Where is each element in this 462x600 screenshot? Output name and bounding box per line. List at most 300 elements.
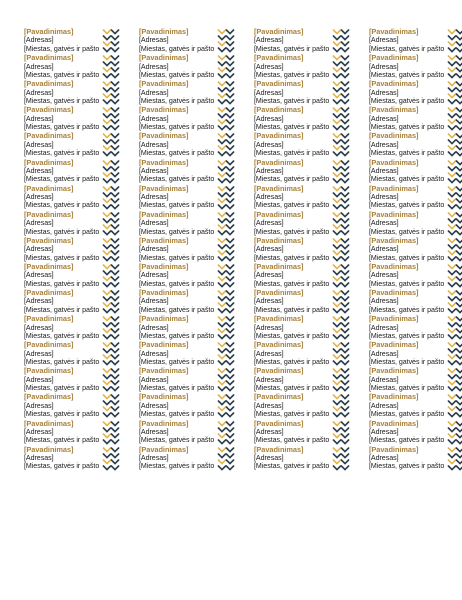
label-address[interactable]: [Adresas] (24, 245, 54, 254)
label-name[interactable]: [Pavadinimas] (24, 445, 74, 454)
ornament-leaf-right (230, 375, 234, 379)
label-name[interactable]: [Pavadinimas] (24, 184, 74, 193)
ornament-leaf-right (452, 56, 456, 60)
label-city[interactable]: [Miestas, gatvės ir pašto (369, 149, 445, 158)
chevron-leaf-ornament-icon (447, 106, 462, 132)
label-address[interactable]: [Adresas] (139, 88, 169, 97)
label-name[interactable]: [Pavadinimas] (139, 262, 189, 271)
label-address[interactable]: [Adresas] (24, 323, 54, 332)
label-name[interactable]: [Pavadinimas] (24, 419, 74, 428)
label-city[interactable]: [Miestas, gatvės ir pašto (369, 462, 445, 471)
ornament-leaf-right (230, 56, 234, 60)
ornament-leaf-right (345, 361, 349, 365)
ornament-leaf-right (345, 30, 349, 34)
label-city[interactable]: [Miestas, gatvės ir pašto (139, 70, 215, 79)
label-address[interactable]: [Adresas] (139, 349, 169, 358)
label-city[interactable]: [Miestas, gatvės ir pašto (24, 384, 100, 393)
label-name[interactable]: [Pavadinimas] (24, 236, 74, 245)
label-address[interactable]: [Adresas] (139, 193, 169, 201)
label-city[interactable]: [Miestas, gatvės ir pašto (254, 149, 330, 158)
label-address[interactable]: [Adresas] (139, 62, 169, 71)
label-name[interactable]: [Pavadinimas] (139, 315, 189, 324)
ornament-leaf-right (230, 422, 234, 426)
label-address[interactable]: [Adresas] (369, 349, 399, 358)
label-address[interactable]: [Adresas] (369, 245, 399, 254)
chevron-leaf-ornament-icon (102, 211, 120, 237)
label-name[interactable]: [Pavadinimas] (139, 54, 189, 63)
label-city[interactable]: [Miestas, gatvės ir pašto (369, 305, 445, 314)
label-city[interactable]: [Miestas, gatvės ir pašto (254, 462, 330, 471)
label-city[interactable]: [Miestas, gatvės ir pašto (254, 44, 330, 53)
label-address[interactable]: [Adresas] (24, 454, 54, 462)
label-city[interactable]: [Miestas, gatvės ir pašto (24, 97, 100, 105)
label-name[interactable]: [Pavadinimas] (254, 80, 304, 89)
label-address[interactable]: [Adresas] (139, 114, 169, 123)
label-name[interactable]: [Pavadinimas] (139, 289, 189, 297)
label-city[interactable]: [Miestas, gatvės ir pašto (24, 462, 100, 471)
label-address[interactable]: [Adresas] (254, 166, 284, 175)
chevron-leaf-ornament-icon (217, 263, 235, 289)
ornament-leaf-right (337, 303, 341, 307)
label-city[interactable]: [Miestas, gatvės ir pašto (24, 358, 100, 366)
label-name[interactable]: [Pavadinimas] (369, 184, 419, 193)
ornament-leaf-right (107, 94, 111, 98)
label-city[interactable]: [Miestas, gatvės ir pašto (24, 305, 100, 314)
label-address[interactable]: [Adresas] (254, 114, 284, 123)
ornament-leaf-right (222, 265, 226, 269)
ornament-leaf-right (345, 146, 349, 150)
label-name[interactable]: [Pavadinimas] (254, 341, 304, 350)
label-name[interactable]: [Pavadinimas] (254, 262, 304, 271)
chevron-leaf-ornament-icon (447, 132, 462, 158)
label-city[interactable]: [Miestas, gatvės ir pašto (24, 175, 100, 184)
label-text-block (369, 289, 447, 314)
address-label (357, 237, 462, 263)
ornament-leaf-right (230, 303, 234, 307)
label-address[interactable]: [Adresas] (24, 375, 54, 384)
ornament-leaf-right (452, 152, 456, 156)
label-city[interactable]: [Miestas, gatvės ir pašto (139, 253, 215, 262)
label-city[interactable]: [Miestas, gatvės ir pašto (254, 305, 330, 314)
ornament-leaf-right (222, 193, 226, 197)
label-city[interactable]: [Miestas, gatvės ir pašto (254, 358, 330, 366)
label-address[interactable]: [Adresas] (139, 140, 169, 149)
label-address[interactable]: [Adresas] (254, 219, 284, 228)
label-text-block (24, 289, 102, 314)
label-name[interactable]: [Pavadinimas] (139, 236, 189, 245)
label-name[interactable]: [Pavadinimas] (254, 289, 304, 297)
label-name[interactable]: [Pavadinimas] (254, 54, 304, 63)
label-address[interactable]: [Adresas] (369, 166, 399, 175)
label-name[interactable]: [Pavadinimas] (369, 132, 419, 141)
label-name[interactable]: [Pavadinimas] (369, 419, 419, 428)
label-city[interactable]: [Miestas, gatvės ir pašto (254, 70, 330, 79)
label-text-block (369, 341, 447, 366)
label-address[interactable]: [Adresas] (139, 323, 169, 332)
label-address[interactable]: [Adresas] (254, 454, 284, 462)
ornament-leaf-right (345, 277, 349, 281)
label-address[interactable]: [Adresas] (369, 401, 399, 410)
label-address[interactable]: [Adresas] (254, 36, 284, 45)
label-city[interactable]: [Miestas, gatvės ir pašto (254, 201, 330, 210)
chevron-leaf-ornament-icon (217, 237, 235, 263)
label-city[interactable]: [Miestas, gatvės ir pašto (369, 253, 445, 262)
label-name[interactable]: [Pavadinimas] (139, 341, 189, 350)
ornament-leaf-right (230, 161, 234, 165)
ornament-leaf-right (115, 48, 119, 52)
label-city[interactable]: [Miestas, gatvės ir pašto (369, 123, 445, 132)
label-city[interactable]: [Miestas, gatvės ir pašto (254, 436, 330, 445)
label-address[interactable]: [Adresas] (24, 271, 54, 280)
label-name[interactable]: [Pavadinimas] (369, 445, 419, 454)
label-text-block (254, 237, 332, 262)
label-address[interactable]: [Adresas] (369, 271, 399, 280)
label-text-block (24, 132, 102, 157)
label-name[interactable]: [Pavadinimas] (139, 132, 189, 141)
label-address[interactable]: [Adresas] (254, 427, 284, 436)
label-address[interactable]: [Adresas] (24, 36, 54, 45)
label-address[interactable]: [Adresas] (254, 349, 284, 358)
chevron-leaf-ornament-icon (217, 106, 235, 132)
label-name[interactable]: [Pavadinimas] (369, 236, 419, 245)
label-name[interactable]: [Pavadinimas] (254, 419, 304, 428)
label-city[interactable]: [Miestas, gatvės ir pašto (369, 279, 445, 288)
ornament-leaf-right (230, 317, 234, 321)
label-name[interactable]: [Pavadinimas] (254, 367, 304, 376)
label-address[interactable]: [Adresas] (369, 323, 399, 332)
label-name[interactable]: [Pavadinimas] (139, 393, 189, 402)
chevron-leaf-ornament-icon (332, 185, 350, 211)
ornament-leaf-right (230, 108, 234, 112)
ornament-leaf-right (452, 114, 456, 118)
label-name[interactable]: [Pavadinimas] (369, 393, 419, 402)
ornament-leaf-right (222, 42, 226, 46)
label-address[interactable]: [Adresas] (24, 219, 54, 228)
ornament-leaf-right (107, 257, 111, 261)
address-label (12, 446, 126, 472)
ornament-leaf-right (107, 152, 111, 156)
label-city[interactable]: [Miestas, gatvės ir pašto (24, 227, 100, 236)
label-city[interactable]: [Miestas, gatvės ir pašto (369, 227, 445, 236)
label-city[interactable]: [Miestas, gatvės ir pašto (139, 462, 215, 471)
label-name[interactable]: [Pavadinimas] (139, 210, 189, 219)
label-name[interactable]: [Pavadinimas] (139, 80, 189, 89)
label-name[interactable]: [Pavadinimas] (24, 289, 74, 297)
label-address[interactable]: [Adresas] (139, 245, 169, 254)
label-city[interactable]: [Miestas, gatvės ir pašto (24, 44, 100, 53)
label-city[interactable]: [Miestas, gatvės ir pašto (369, 175, 445, 184)
label-city[interactable]: [Miestas, gatvės ir pašto (139, 410, 215, 419)
label-address[interactable]: [Adresas] (24, 427, 54, 436)
label-address[interactable]: [Adresas] (254, 375, 284, 384)
ornament-leaf-right (452, 213, 456, 217)
label-city[interactable]: [Miestas, gatvės ir pašto (139, 149, 215, 158)
label-address[interactable]: [Adresas] (369, 140, 399, 149)
label-name[interactable]: [Pavadinimas] (24, 158, 74, 167)
label-name[interactable]: [Pavadinimas] (139, 28, 189, 36)
label-address[interactable]: [Adresas] (369, 62, 399, 71)
label-address[interactable]: [Adresas] (24, 166, 54, 175)
label-address[interactable]: [Adresas] (254, 88, 284, 97)
label-text-block (139, 54, 217, 79)
label-name[interactable]: [Pavadinimas] (24, 28, 74, 36)
ornament-leaf-right (345, 167, 349, 171)
label-name[interactable]: [Pavadinimas] (24, 262, 74, 271)
label-city[interactable]: [Miestas, gatvės ir pašto (24, 410, 100, 419)
label-text-block (139, 211, 217, 236)
label-address[interactable]: [Adresas] (139, 297, 169, 306)
ornament-leaf-right (337, 42, 341, 46)
address-label (127, 393, 241, 419)
ornament-leaf-right (115, 329, 119, 333)
label-name[interactable]: [Pavadinimas] (139, 158, 189, 167)
label-city[interactable]: [Miestas, gatvės ir pašto (24, 70, 100, 79)
label-name[interactable]: [Pavadinimas] (254, 210, 304, 219)
label-city[interactable]: [Miestas, gatvės ir pašto (369, 201, 445, 210)
ornament-leaf-right (337, 440, 341, 444)
ornament-leaf-right (230, 309, 234, 313)
label-city[interactable]: [Miestas, gatvės ir pašto (24, 436, 100, 445)
label-name[interactable]: [Pavadinimas] (369, 28, 419, 36)
label-city[interactable]: [Miestas, gatvės ir pašto (139, 44, 215, 53)
label-name[interactable]: [Pavadinimas] (139, 445, 189, 454)
ornament-leaf-right (452, 413, 456, 417)
ornament-leaf-right (107, 187, 111, 191)
label-city[interactable]: [Miestas, gatvės ir pašto (254, 279, 330, 288)
ornament-leaf-right (115, 68, 119, 72)
ornament-leaf-right (345, 335, 349, 339)
ornament-leaf-right (452, 187, 456, 191)
label-name[interactable]: [Pavadinimas] (24, 341, 74, 350)
label-city[interactable]: [Miestas, gatvės ir pašto (24, 149, 100, 158)
ornament-leaf-right (107, 329, 111, 333)
label-address[interactable]: [Adresas] (139, 219, 169, 228)
label-name[interactable]: [Pavadinimas] (24, 106, 74, 115)
ornament-leaf-right (115, 88, 119, 92)
label-name[interactable]: [Pavadinimas] (254, 445, 304, 454)
label-city[interactable]: [Miestas, gatvės ir pašto (139, 123, 215, 132)
label-address[interactable]: [Adresas] (369, 219, 399, 228)
label-city[interactable]: [Miestas, gatvės ir pašto (369, 436, 445, 445)
label-city[interactable]: [Miestas, gatvės ir pašto (369, 97, 445, 105)
label-name[interactable]: [Pavadinimas] (24, 80, 74, 89)
address-label (127, 28, 241, 54)
chevron-leaf-ornament-icon (332, 341, 350, 367)
label-name[interactable]: [Pavadinimas] (369, 210, 419, 219)
label-city[interactable]: [Miestas, gatvės ir pašto (369, 70, 445, 79)
ornament-leaf-right (452, 369, 456, 373)
label-name[interactable]: [Pavadinimas] (24, 393, 74, 402)
label-city[interactable]: [Miestas, gatvės ir pašto (254, 123, 330, 132)
label-city[interactable]: [Miestas, gatvės ir pašto (139, 358, 215, 366)
label-address[interactable]: [Adresas] (24, 62, 54, 71)
label-name[interactable]: [Pavadinimas] (369, 54, 419, 63)
chevron-leaf-ornament-icon (447, 393, 462, 419)
label-name[interactable]: [Pavadinimas] (254, 315, 304, 324)
label-name[interactable]: [Pavadinimas] (24, 54, 74, 63)
ornament-leaf-right (337, 36, 341, 40)
label-address[interactable]: [Adresas] (369, 427, 399, 436)
label-address[interactable]: [Adresas] (369, 454, 399, 462)
label-address[interactable]: [Adresas] (254, 271, 284, 280)
label-address[interactable]: [Adresas] (369, 297, 399, 306)
label-name[interactable]: [Pavadinimas] (139, 184, 189, 193)
ornament-leaf-right (107, 126, 111, 130)
label-name[interactable]: [Pavadinimas] (254, 132, 304, 141)
label-address[interactable]: [Adresas] (254, 245, 284, 254)
ornament-leaf-right (337, 343, 341, 347)
label-name[interactable]: [Pavadinimas] (139, 367, 189, 376)
ornament-leaf-right (345, 401, 349, 405)
ornament-leaf-right (222, 231, 226, 235)
label-text-block (369, 420, 447, 445)
ornament-leaf-right (107, 219, 111, 223)
label-address[interactable]: [Adresas] (139, 454, 169, 462)
label-city[interactable]: [Miestas, gatvės ir pašto (139, 436, 215, 445)
ornament-leaf-right (107, 440, 111, 444)
chevron-leaf-ornament-icon (447, 289, 462, 315)
label-address[interactable]: [Adresas] (139, 271, 169, 280)
ornament-leaf-right (452, 88, 456, 92)
label-address[interactable]: [Adresas] (254, 401, 284, 410)
ornament-leaf-right (345, 309, 349, 313)
ornament-leaf-right (452, 271, 456, 275)
address-label (12, 420, 126, 446)
address-label (357, 263, 462, 289)
label-city[interactable]: [Miestas, gatvės ir pašto (254, 253, 330, 262)
label-address[interactable]: [Adresas] (254, 62, 284, 71)
ornament-leaf-right (345, 114, 349, 118)
label-name[interactable]: [Pavadinimas] (24, 132, 74, 141)
label-city[interactable]: [Miestas, gatvės ir pašto (24, 253, 100, 262)
label-city[interactable]: [Miestas, gatvės ir pašto (369, 410, 445, 419)
label-city[interactable]: [Miestas, gatvės ir pašto (369, 358, 445, 366)
label-city[interactable]: [Miestas, gatvės ir pašto (369, 44, 445, 53)
label-name[interactable]: [Pavadinimas] (369, 106, 419, 115)
label-name[interactable]: [Pavadinimas] (254, 28, 304, 36)
label-name[interactable]: [Pavadinimas] (139, 419, 189, 428)
label-name[interactable]: [Pavadinimas] (369, 289, 419, 297)
label-address[interactable]: [Adresas] (369, 193, 399, 201)
label-address[interactable]: [Adresas] (254, 140, 284, 149)
ornament-leaf-right (115, 257, 119, 261)
label-name[interactable]: [Pavadinimas] (254, 158, 304, 167)
label-city[interactable]: [Miestas, gatvės ir pašto (139, 331, 215, 340)
ornament-leaf-right (452, 68, 456, 72)
label-address[interactable]: [Adresas] (254, 193, 284, 201)
label-name[interactable]: [Pavadinimas] (254, 184, 304, 193)
label-address[interactable]: [Adresas] (24, 114, 54, 123)
label-city[interactable]: [Miestas, gatvės ir pašto (139, 201, 215, 210)
label-name[interactable]: [Pavadinimas] (254, 393, 304, 402)
label-city[interactable]: [Miestas, gatvės ir pašto (254, 410, 330, 419)
ornament-leaf-right (230, 193, 234, 197)
label-address[interactable]: [Adresas] (139, 401, 169, 410)
label-address[interactable]: [Adresas] (139, 375, 169, 384)
ornament-leaf-right (115, 297, 119, 301)
ornament-leaf-right (115, 173, 119, 177)
label-name[interactable]: [Pavadinimas] (139, 106, 189, 115)
label-city[interactable]: [Miestas, gatvės ir pašto (139, 279, 215, 288)
label-city[interactable]: [Miestas, gatvės ir pašto (139, 384, 215, 393)
ornament-leaf-right (222, 108, 226, 112)
ornament-leaf-right (230, 291, 234, 295)
label-address[interactable]: [Adresas] (254, 297, 284, 306)
address-label (12, 54, 126, 80)
label-address[interactable]: [Adresas] (139, 166, 169, 175)
label-address[interactable]: [Adresas] (24, 401, 54, 410)
label-name[interactable]: [Pavadinimas] (369, 262, 419, 271)
ornament-leaf-right (230, 395, 234, 399)
label-name[interactable]: [Pavadinimas] (24, 367, 74, 376)
label-city[interactable]: [Miestas, gatvės ir pašto (369, 384, 445, 393)
label-name[interactable]: [Pavadinimas] (254, 106, 304, 115)
ornament-leaf-right (452, 448, 456, 452)
ornament-leaf-right (107, 349, 111, 353)
label-name[interactable]: [Pavadinimas] (369, 315, 419, 324)
label-address[interactable]: [Adresas] (369, 36, 399, 45)
label-text-block (254, 315, 332, 340)
label-address[interactable]: [Adresas] (369, 114, 399, 123)
label-name[interactable]: [Pavadinimas] (254, 236, 304, 245)
label-name[interactable]: [Pavadinimas] (369, 80, 419, 89)
ornament-leaf-right (230, 114, 234, 118)
ornament-leaf-right (337, 361, 341, 365)
label-address[interactable]: [Adresas] (139, 427, 169, 436)
label-name[interactable]: [Pavadinimas] (369, 158, 419, 167)
label-name[interactable]: [Pavadinimas] (369, 341, 419, 350)
label-city[interactable]: [Miestas, gatvės ir pašto (254, 384, 330, 393)
label-city[interactable]: [Miestas, gatvės ir pašto (369, 331, 445, 340)
label-address[interactable]: [Adresas] (24, 349, 54, 358)
label-city[interactable]: [Miestas, gatvės ir pašto (24, 123, 100, 132)
ornament-leaf-right (107, 167, 111, 171)
label-address[interactable]: [Adresas] (24, 193, 54, 201)
ornament-leaf-right (107, 291, 111, 295)
label-address[interactable]: [Adresas] (369, 88, 399, 97)
chevron-leaf-ornament-icon (332, 420, 350, 446)
label-city[interactable]: [Miestas, gatvės ir pašto (254, 227, 330, 236)
label-address[interactable]: [Adresas] (369, 375, 399, 384)
label-city[interactable]: [Miestas, gatvės ir pašto (254, 331, 330, 340)
address-label (127, 132, 241, 158)
label-city[interactable]: [Miestas, gatvės ir pašto (139, 227, 215, 236)
label-name[interactable]: [Pavadinimas] (24, 210, 74, 219)
label-address[interactable]: [Adresas] (24, 297, 54, 306)
label-name[interactable]: [Pavadinimas] (24, 315, 74, 324)
address-label (357, 106, 462, 132)
label-name[interactable]: [Pavadinimas] (369, 367, 419, 376)
ornament-leaf-right (115, 134, 119, 138)
ornament-leaf-right (115, 219, 119, 223)
label-address[interactable]: [Adresas] (24, 88, 54, 97)
label-city[interactable]: [Miestas, gatvės ir pašto (24, 279, 100, 288)
label-city[interactable]: [Miestas, gatvės ir pašto (24, 201, 100, 210)
label-city[interactable]: [Miestas, gatvės ir pašto (254, 175, 330, 184)
label-city[interactable]: [Miestas, gatvės ir pašto (139, 305, 215, 314)
ornament-leaf-right (345, 152, 349, 156)
label-address[interactable]: [Adresas] (24, 140, 54, 149)
label-address[interactable]: [Adresas] (254, 323, 284, 332)
label-city[interactable]: [Miestas, gatvės ir pašto (139, 97, 215, 105)
label-city[interactable]: [Miestas, gatvės ir pašto (139, 175, 215, 184)
label-address[interactable]: [Adresas] (139, 36, 169, 45)
ornament-leaf-right (230, 343, 234, 347)
label-city[interactable]: [Miestas, gatvės ir pašto (24, 331, 100, 340)
label-city[interactable]: [Miestas, gatvės ir pašto (254, 97, 330, 105)
ornament-leaf-right (337, 454, 341, 458)
ornament-leaf-right (452, 231, 456, 235)
